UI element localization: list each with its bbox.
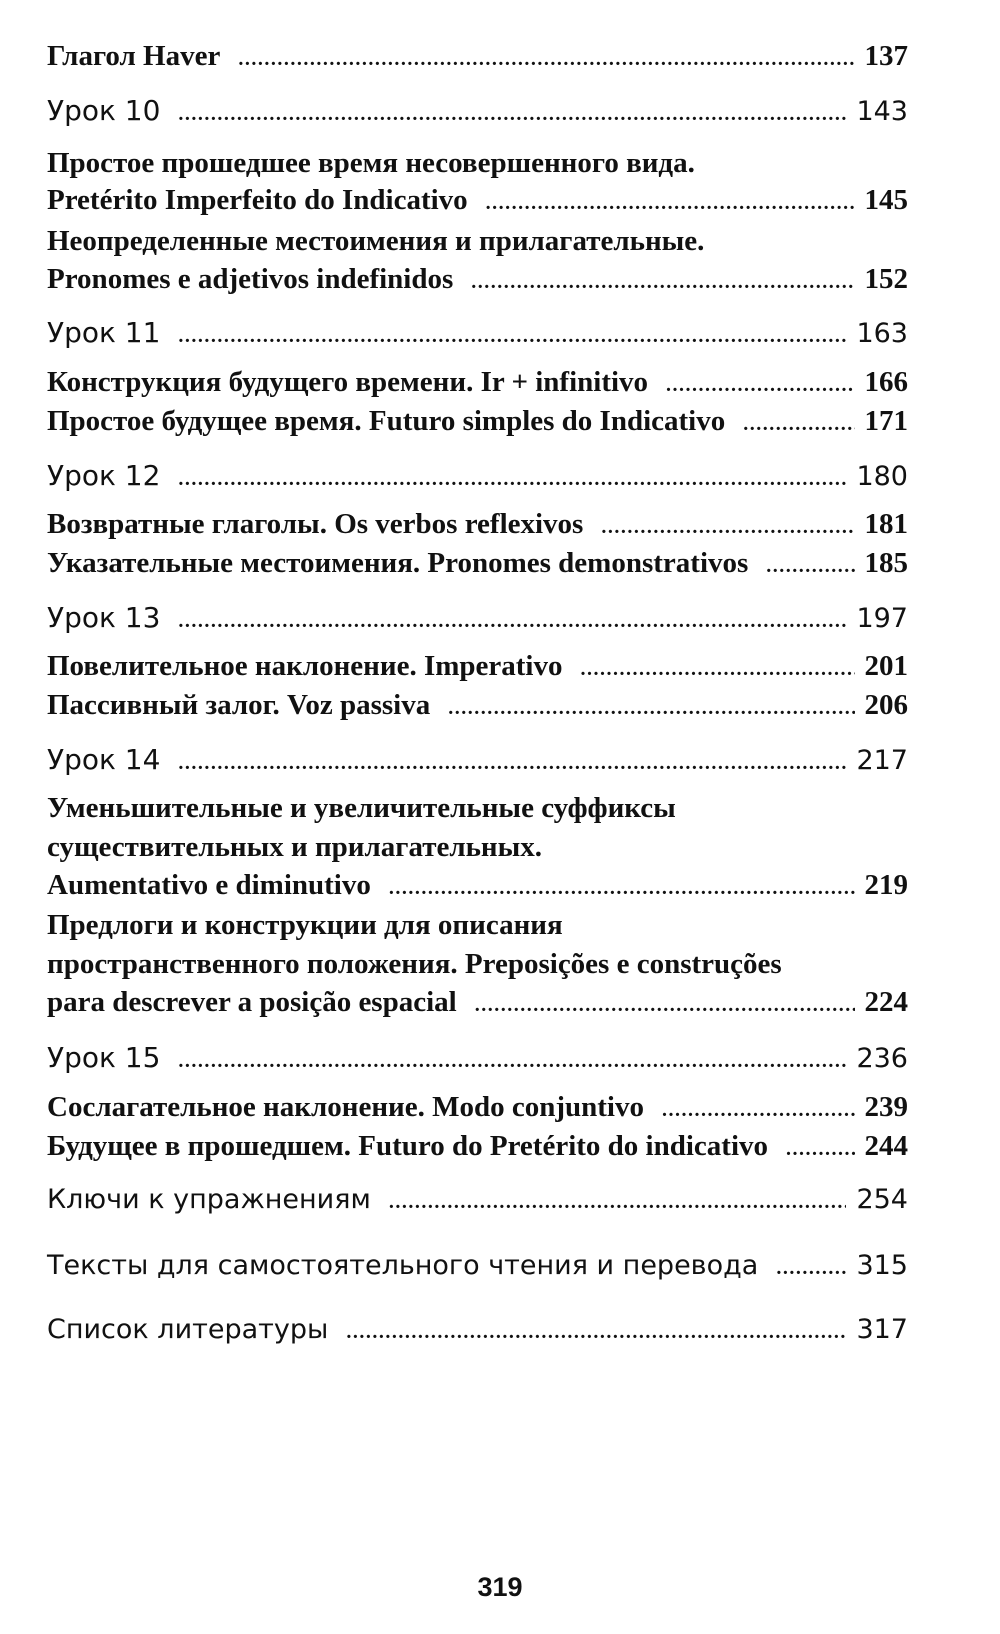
- toc-entry-title: Повелительное наклонение. Imperativo: [47, 650, 563, 682]
- toc-entry: [0, 366, 1000, 399]
- toc-page-number: 244: [864, 1130, 908, 1162]
- toc-page-number: 197: [856, 603, 908, 634]
- toc-page-number: 180: [856, 461, 908, 492]
- toc-lesson-12: [0, 459, 1000, 492]
- toc-page-number: 254: [856, 1184, 908, 1215]
- leader-dots: [238, 49, 854, 69]
- toc-entry-title: para descrever a posição espacial: [47, 986, 457, 1018]
- section-title: Тексты для самостоятельного чтения и перевода: [47, 1250, 759, 1281]
- toc-entry-line: пространственного положения. Preposições e construções: [47, 948, 782, 980]
- toc-entry-line: Предлоги и конструкции для описания: [47, 909, 563, 941]
- toc-page-number: 181: [864, 508, 908, 540]
- leader-dots: [178, 611, 846, 631]
- toc-lesson-14: [0, 743, 1000, 776]
- leader-dots: [389, 878, 855, 898]
- toc-entry-title: Пассивный залог. Voz passiva: [47, 689, 431, 721]
- toc-page-number: 171: [864, 405, 908, 437]
- toc-entry-haver: [0, 40, 1000, 73]
- toc-entry-line: Уменьшительные и увеличительные суффиксы: [47, 792, 676, 824]
- toc-entry: [0, 405, 1000, 438]
- toc-lesson-13: [0, 601, 1000, 634]
- toc-entry-line: Простое прошедшее время несовершенного вида.: [47, 147, 695, 179]
- lesson-title: Урок 12: [47, 459, 161, 492]
- toc-page-number: 185: [864, 547, 908, 579]
- leader-dots: [786, 1139, 854, 1159]
- leader-dots: [475, 995, 855, 1015]
- leader-dots: [448, 698, 854, 718]
- toc-entry-line: Неопределенные местоимения и прилагательные.: [47, 225, 705, 257]
- toc-page-number: 201: [864, 650, 908, 682]
- toc-texts: [0, 1250, 1000, 1281]
- lesson-title: Урок 13: [47, 601, 161, 634]
- lesson-title: Урок 14: [47, 743, 161, 776]
- toc-entry: [0, 184, 1000, 217]
- toc-page-number: 217: [856, 745, 908, 776]
- toc-lesson-11: [0, 316, 1000, 349]
- leader-dots: [178, 753, 846, 773]
- toc-lesson-10: [0, 94, 1000, 127]
- toc-entry: [0, 1091, 1000, 1124]
- toc-entry-title: Будущее в прошедшем. Futuro do Pretérito do indicativo: [47, 1130, 769, 1162]
- toc-page-number: 206: [864, 689, 908, 721]
- toc-entry: [0, 508, 1000, 541]
- leader-dots: [766, 556, 854, 576]
- leader-dots: [666, 375, 854, 395]
- section-title: Ключи к упражнениям: [47, 1184, 371, 1215]
- toc-literature: [0, 1314, 1000, 1345]
- leader-dots: [601, 517, 854, 537]
- toc-entry-title: Pronomes e adjetivos indefinidos: [47, 263, 454, 295]
- leader-dots: [178, 469, 846, 489]
- toc-page-number: 152: [864, 263, 908, 295]
- leader-dots: [776, 1258, 846, 1278]
- toc-entry: [0, 689, 1000, 722]
- section-title: Список литературы: [47, 1314, 329, 1345]
- toc-page-number: 239: [864, 1091, 908, 1123]
- page-number: 319: [477, 1572, 523, 1602]
- lesson-title: Урок 11: [47, 316, 161, 349]
- toc-entry-title: Возвратные глаголы. Os verbos reflexivos: [47, 508, 584, 540]
- toc-page-number: 317: [856, 1314, 908, 1345]
- leader-dots: [471, 272, 854, 292]
- toc-entry-title: Конструкция будущего времени. Ir + infinitivo: [47, 366, 649, 398]
- toc-page-number: 145: [864, 184, 908, 216]
- toc-entry-title: Глагол Haver: [47, 40, 221, 72]
- toc-entry: [0, 263, 1000, 296]
- toc-entry: [0, 650, 1000, 683]
- lesson-title: Урок 10: [47, 94, 161, 127]
- toc-entry-title: Указательные местоимения. Pronomes demonstrativos: [47, 547, 749, 579]
- leader-dots: [662, 1100, 855, 1120]
- toc-lesson-15: [0, 1041, 1000, 1074]
- toc-entry-line: существительных и прилагательных.: [47, 831, 543, 863]
- toc-page-number: 224: [864, 986, 908, 1018]
- toc-page-number: 315: [856, 1250, 908, 1281]
- toc-keys: [0, 1184, 1000, 1215]
- toc-entry: [0, 547, 1000, 580]
- lesson-title: Урок 15: [47, 1041, 161, 1074]
- toc-page-number: 143: [856, 96, 908, 127]
- leader-dots: [178, 104, 846, 124]
- toc-entry: [0, 869, 1000, 902]
- leader-dots: [581, 659, 855, 679]
- leader-dots: [743, 414, 854, 434]
- toc-entry: [0, 986, 1000, 1019]
- toc-page-number: 137: [864, 40, 908, 72]
- toc-page-number: 163: [856, 318, 908, 349]
- toc-entry: [0, 1130, 1000, 1163]
- leader-dots: [346, 1322, 846, 1342]
- toc-page-number: 166: [864, 366, 908, 398]
- toc-page-number: 219: [864, 869, 908, 901]
- leader-dots: [389, 1192, 847, 1212]
- leader-dots: [178, 1051, 846, 1071]
- toc-page-number: 236: [856, 1043, 908, 1074]
- leader-dots: [178, 326, 846, 346]
- toc-entry-title: Простое будущее время. Futuro simples do Indicativo: [47, 405, 726, 437]
- toc-entry-title: Сослагательное наклонение. Modo conjuntivo: [47, 1091, 644, 1123]
- leader-dots: [486, 193, 855, 213]
- toc-entry-title: Aumentativo e diminutivo: [47, 869, 371, 901]
- toc-entry-title: Pretérito Imperfeito do Indicativo: [47, 184, 468, 216]
